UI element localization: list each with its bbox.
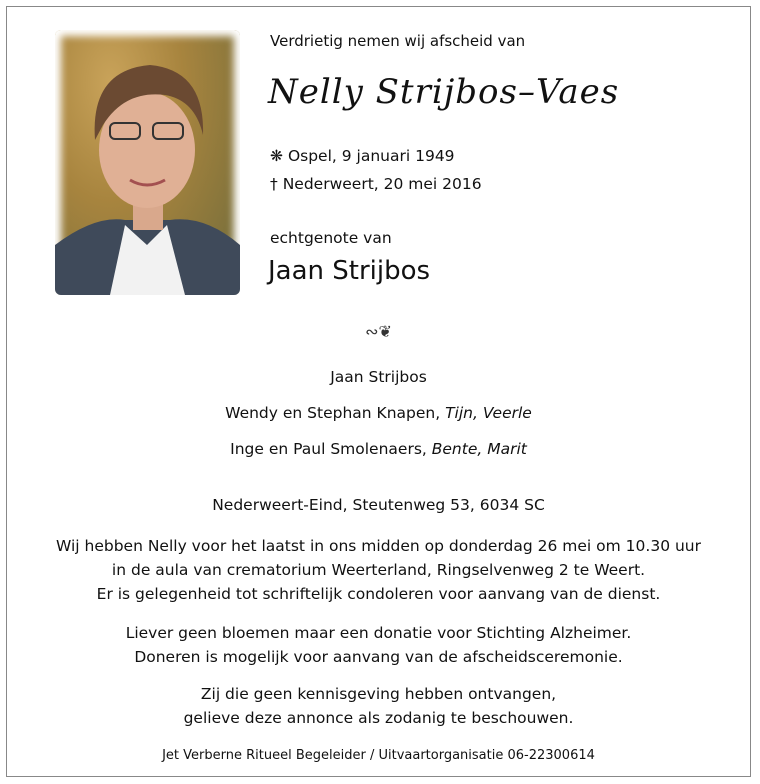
intro-text: Verdrietig nemen wij afscheid van xyxy=(270,32,526,50)
ceremony-line: Wij hebben Nelly voor het laatst in ons midden op donderdag 26 mei om 10.30 uur xyxy=(55,537,701,555)
notice-line: gelieve deze annonce als zodanig te beschouwen. xyxy=(183,709,574,727)
grandchildren: Tijn, Veerle xyxy=(445,404,532,422)
grandchildren: Bente, Marit xyxy=(431,440,527,458)
cross-icon: † xyxy=(270,175,278,193)
birth-line xyxy=(270,147,455,165)
donation-line: Liever geen bloemen maar een donatie voor Stichting Alzheimer. xyxy=(125,624,632,642)
ceremony-line: Er is gelegenheid tot schriftelijk condoleren voor aanvang van de dienst. xyxy=(96,585,661,603)
spouse-label: echtgenote van xyxy=(270,229,392,247)
notice-line: Zij die geen kennisgeving hebben ontvangen, xyxy=(200,685,557,703)
family-names: Jaan Strijbos xyxy=(330,368,427,386)
address: Nederweert-Eind, Steutenweg 53, 6034 SC xyxy=(212,496,545,514)
footer-undertaker: Jet Verberne Ritueel Begeleider / Uitvaartorganisatie 06-22300614 xyxy=(162,748,595,763)
family-line xyxy=(6,404,751,422)
death-text: Nederweert, 20 mei 2016 xyxy=(282,175,482,193)
ceremony-line: in de aula van crematorium Weerterland, Ringselvenweg 2 te Weert. xyxy=(111,561,646,579)
ornament-icon: ∾❦ xyxy=(365,322,392,341)
birth-text: Ospel, 9 januari 1949 xyxy=(287,147,455,165)
death-line xyxy=(270,175,482,193)
portrait-photo xyxy=(55,30,240,295)
portrait-illustration xyxy=(55,30,240,295)
birth-icon: ❋ xyxy=(270,147,283,165)
family-names: Inge en Paul Smolenaers, xyxy=(230,440,427,458)
donation-line: Doneren is mogelijk voor aanvang van de afscheidsceremonie. xyxy=(134,648,623,666)
family-line xyxy=(6,368,751,386)
family-names: Wendy en Stephan Knapen, xyxy=(225,404,441,422)
deceased-name: Nelly Strijbos–Vaes xyxy=(268,72,620,112)
family-line xyxy=(6,440,751,458)
spouse-name: Jaan Strijbos xyxy=(268,256,431,286)
